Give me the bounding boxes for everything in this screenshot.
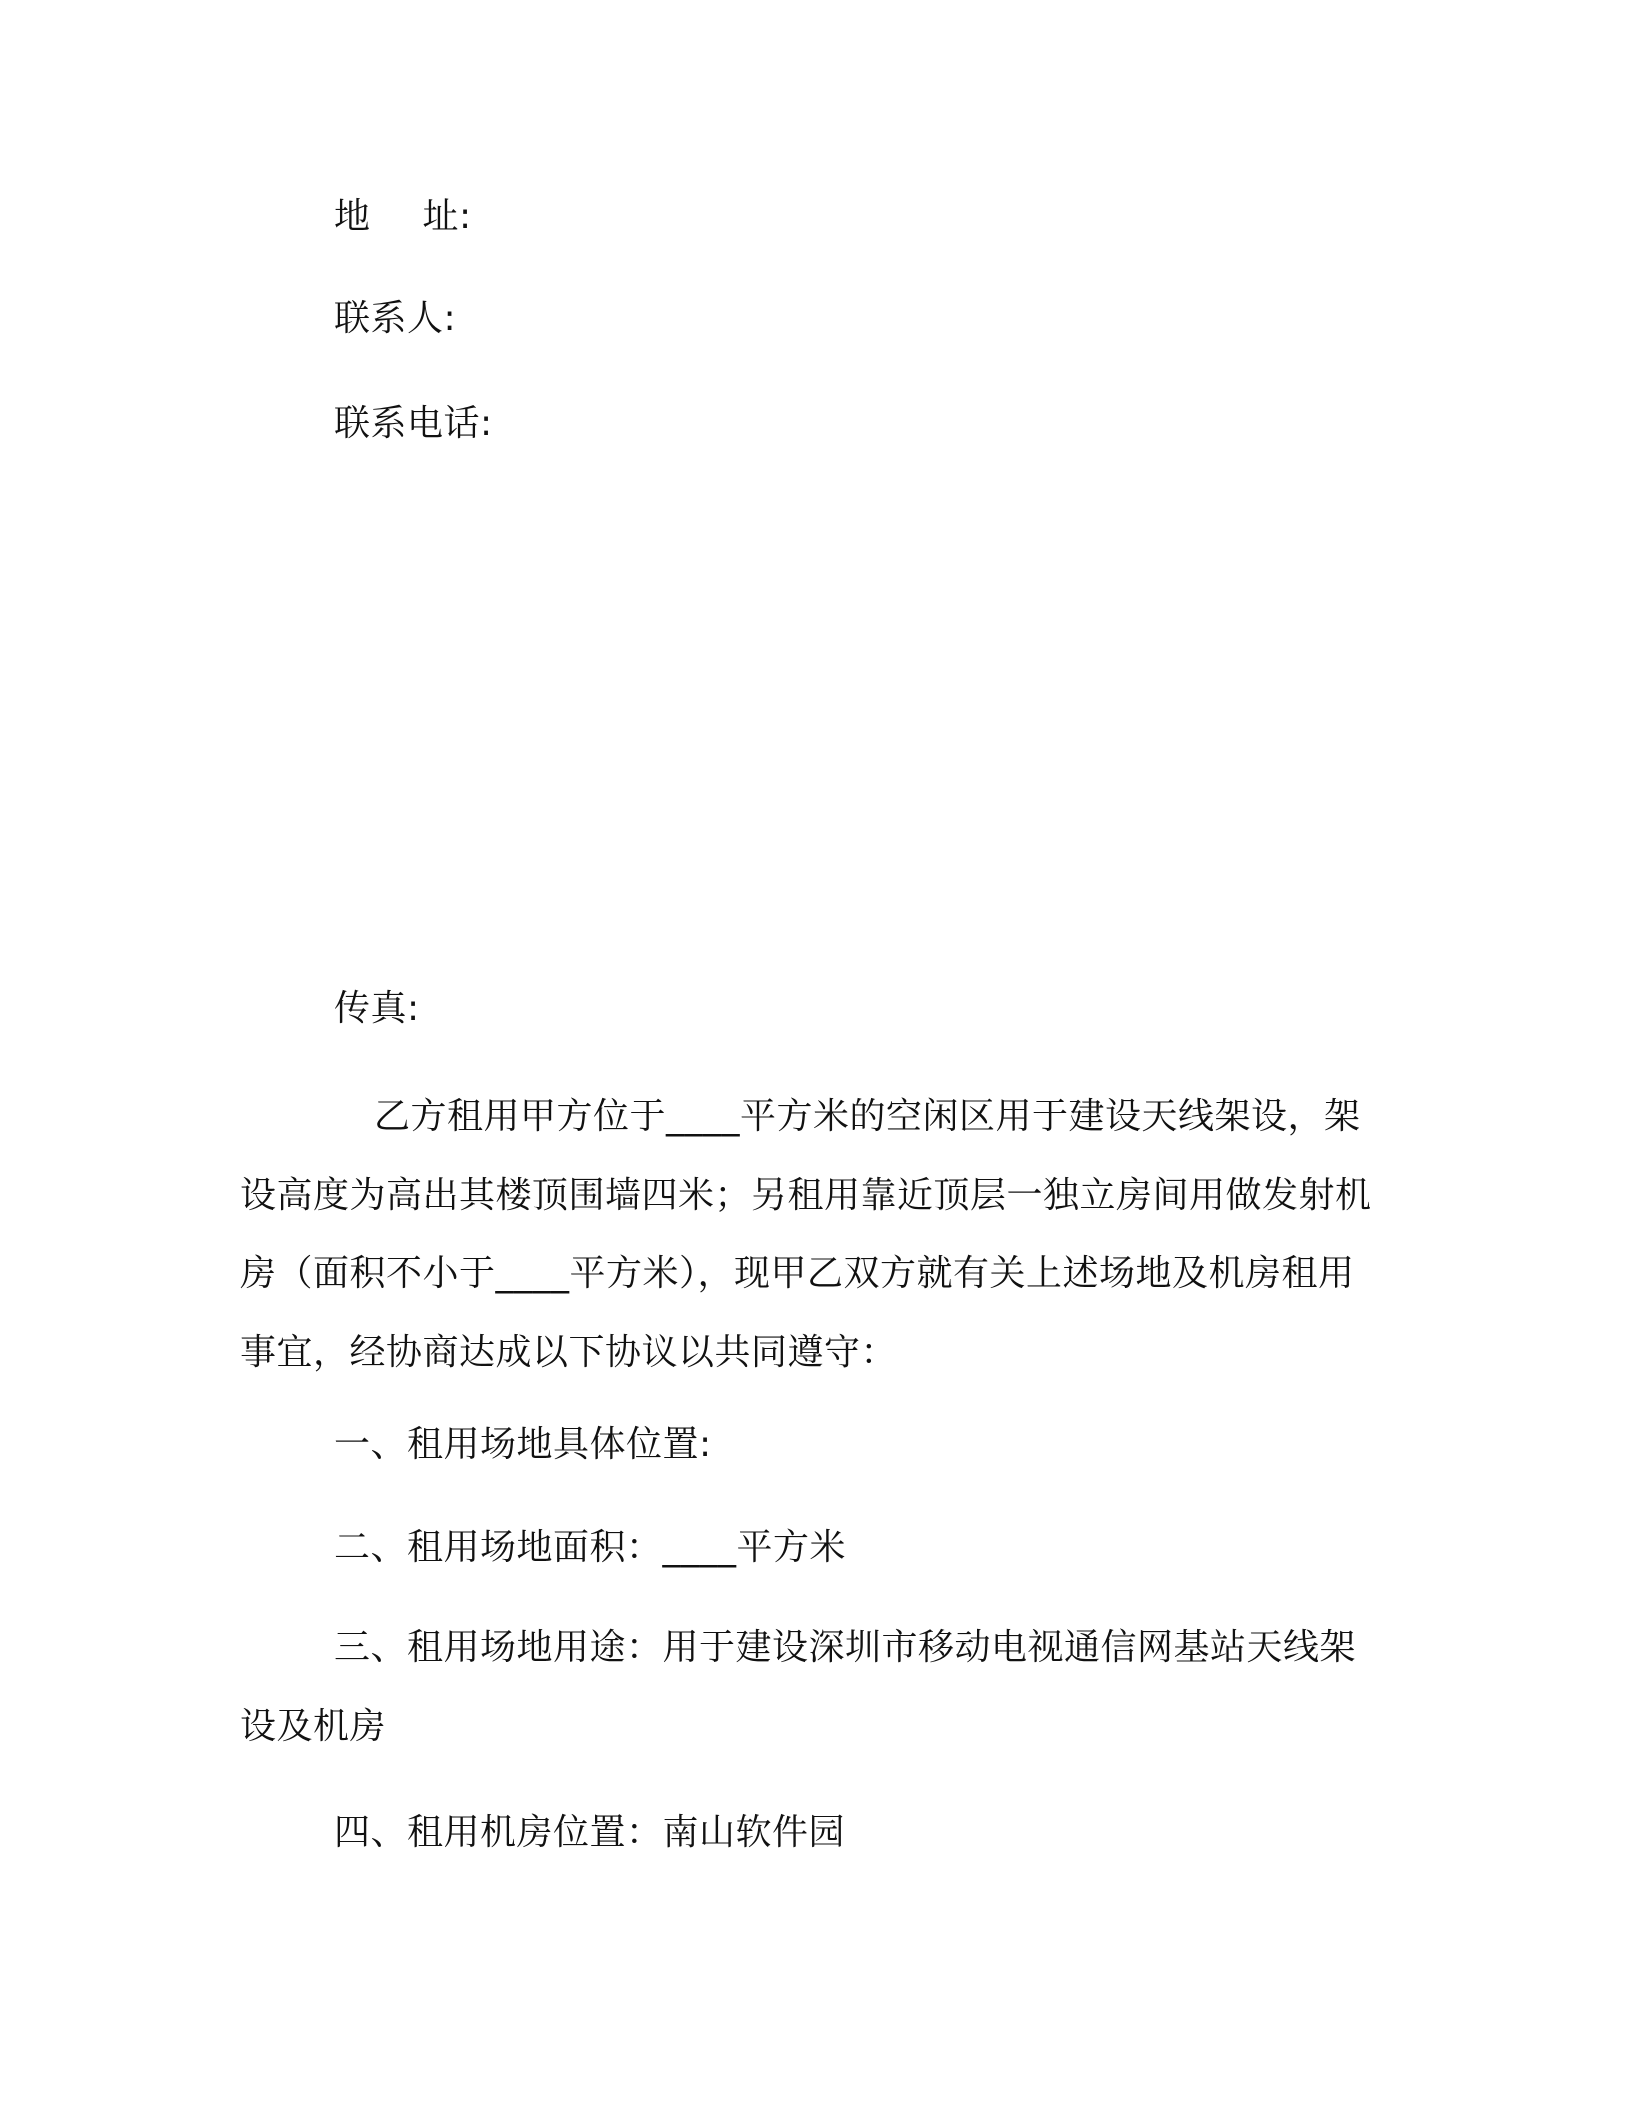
- item-location: 一、租用场地具体位置:: [334, 1424, 712, 1465]
- intro-paragraph: 乙方租用甲方位于____平方米的空闲区用于建设天线架设，架设高度为高出其楼顶围墙四米；另租用靠近顶层一独立房间用做发射机房（面积不小于____平方米），现甲乙双方就有关上述场地及机房租用事宜，经协商达成以下协议以共同遵守：: [240, 1096, 1372, 1373]
- item-purpose: 三、租用场地用途：用于建设深圳市移动电视通信网基站天线架设及机房: [240, 1627, 1357, 1747]
- item-area: 二、租用场地面积：____平方米: [334, 1527, 847, 1568]
- contact-person-label: 联系人:: [334, 298, 457, 339]
- item-room-location: 四、租用机房位置：南山软件园: [334, 1812, 846, 1853]
- address-label-part-a: 地: [334, 196, 371, 237]
- phone-label: 联系电话:: [334, 403, 493, 444]
- address-label: [334, 193, 472, 241]
- address-label-part-b: 址:: [422, 196, 472, 237]
- fax-label: 传真:: [334, 988, 420, 1029]
